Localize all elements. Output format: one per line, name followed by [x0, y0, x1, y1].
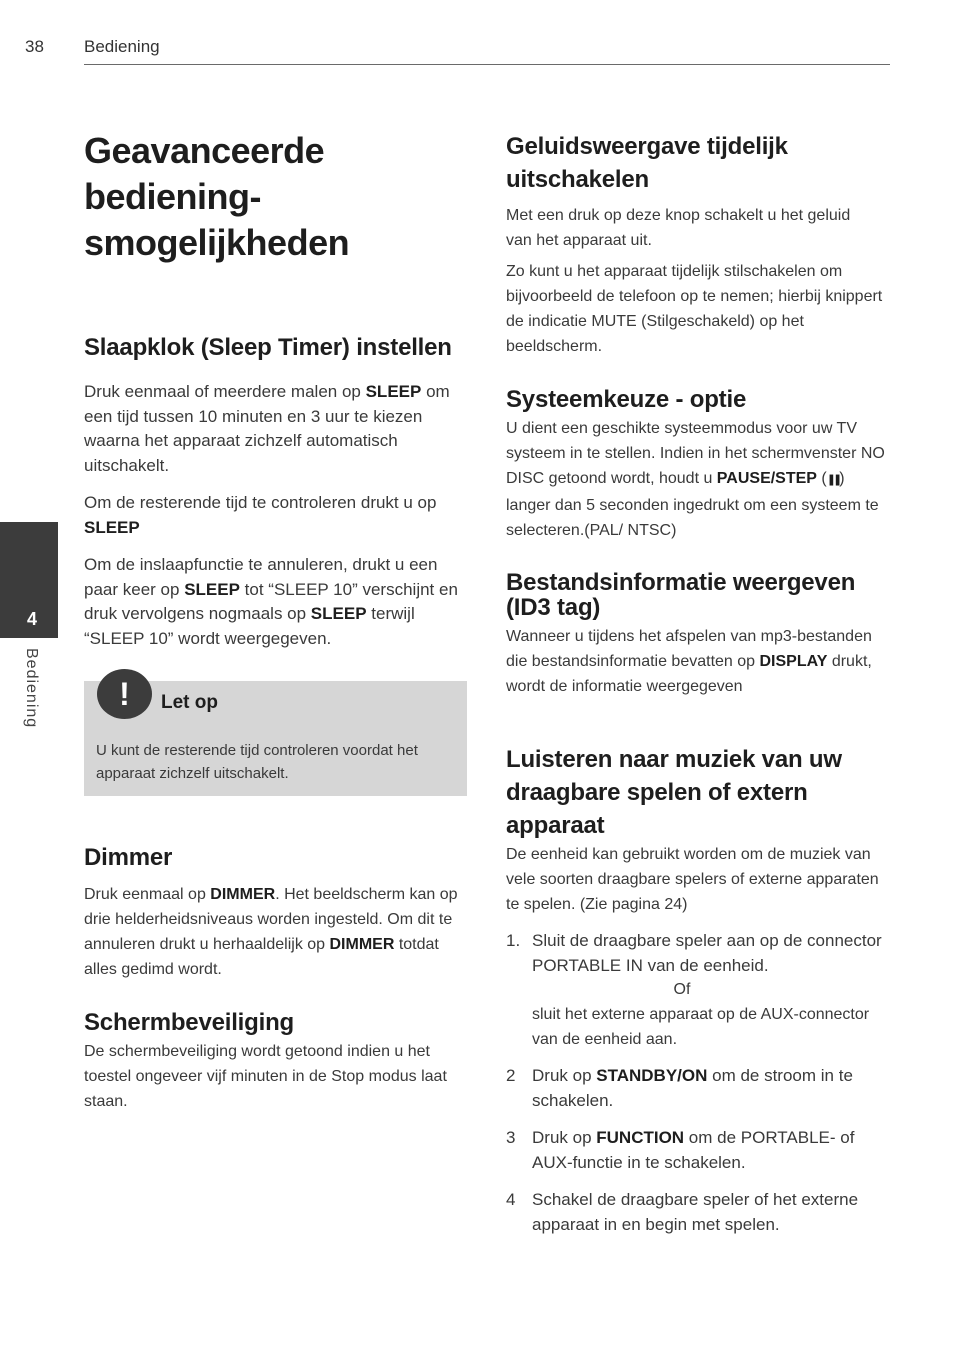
sleep-key: SLEEP	[184, 579, 240, 599]
dimmer-key: DIMMER	[329, 936, 395, 953]
mute-paragraph-1: Met een druk op deze knop schakelt u het geluid van het apparaat uit.	[506, 207, 851, 249]
step-text: sluit het externe apparaat op de AUX-connector van de eenheid aan.	[532, 1006, 870, 1049]
id3-paragraph: Wanneer u tijdens het afspelen van mp3-bestanden die bestandsinformatie bevatten op DISPLAY drukt, wordt de informatie weergegeven	[506, 628, 872, 695]
pause-step-key: PAUSE/STEP	[716, 470, 817, 487]
list-item	[506, 929, 892, 1052]
list-item: 3 Druk op FUNCTION om de PORTABLE- of AUX-functie in te schakelen.	[506, 1128, 855, 1172]
header-divider	[84, 64, 890, 65]
sleep-paragraph-2: Om de resterende tijd te controleren drukt u op SLEEP	[84, 493, 437, 537]
function-key: FUNCTION	[596, 1128, 685, 1147]
step-marker: 2	[506, 1066, 516, 1085]
step-list	[506, 1126, 892, 1175]
step-marker: 1.	[506, 931, 521, 950]
list-item: 2 Druk op STANDBY/ON om de stroom in te schakelen.	[506, 1066, 853, 1110]
chapter-number: 4	[27, 609, 38, 629]
sleep-paragraph-1: Druk eenmaal of meerdere malen op SLEEP om een tijd tussen 10 minuten en 3 uur te kiezen waarna het apparaat zichzelf automatisch uitschakelt.	[84, 382, 450, 475]
portable-heading: Luisteren naar muziek van uw draagbare spelen of extern apparaat	[506, 746, 842, 839]
system-paragraph: U dient een geschikte systeemmodus voor uw TV systeem in te stellen. Indien in het schermvenster NO DISC getoond wordt, houdt u PAUSE/STEP (❚❚) langer dan 5 seconden ingedrukt om een systeem te selecteren.(PAL/ NTSC)	[506, 420, 885, 539]
sleep-key: SLEEP	[84, 517, 140, 537]
step-text: Schakel de draagbare speler of het externe apparaat in en begin met spelen.	[532, 1190, 859, 1234]
id3-heading: Bestandsinformatie weergeven (ID3 tag)	[506, 569, 856, 621]
note-text: U kunt de resterende tijd controleren voordat het apparaat zichzelf uitschakelt.	[96, 742, 418, 782]
note-box	[84, 676, 467, 796]
dimmer-heading: Dimmer	[84, 844, 173, 871]
step-marker: 4	[506, 1190, 516, 1209]
step-text: Sluit de draagbare speler aan op de connector PORTABLE IN van de eenheid.	[532, 931, 882, 975]
page-title-line: Geavanceerde	[84, 130, 325, 171]
display-key: DISPLAY	[759, 653, 828, 670]
dimmer-paragraph: Druk eenmaal op DIMMER. Het beeldscherm kan op drie helderheidsniveaus worden ingesteld. Om dit te annuleren drukt u herhaaldelijk op DIMMER totdat alles gedimd wordt.	[84, 886, 458, 978]
portable-intro: De eenheid kan gebruikt worden om de muziek van vele soorten draagbare spelers of externe apparaten te spelen. (Zie pagina 24)	[506, 846, 879, 913]
list-item	[506, 1188, 892, 1237]
sleep-heading: Slaapklok (Sleep Timer) instellen	[84, 334, 452, 361]
page-title-line: smogelijkheden	[84, 222, 350, 263]
sleep-paragraph-3: Om de inslaapfunctie te annuleren, drukt u een paar keer op SLEEP tot “SLEEP 10” verschijnt en druk vervolgens nogmaals op SLEEP terwijl “SLEEP 10” wordt weergegeven.	[84, 555, 458, 648]
or-text: Of	[673, 981, 691, 999]
page-title	[84, 128, 474, 266]
chapter-tab	[0, 522, 58, 638]
step-list	[506, 929, 892, 1052]
standby-key: STANDBY/ON	[596, 1066, 708, 1085]
step-marker: 3	[506, 1128, 516, 1147]
screensaver-paragraph: De schermbeveiliging wordt getoond indien u het toestel ongeveer vijf minuten in de Stop modus laat staan.	[84, 1043, 447, 1110]
header-section-title: Bediening	[84, 37, 160, 56]
step-list	[506, 1188, 892, 1237]
page-number: 38	[25, 37, 44, 56]
step-list	[506, 1064, 892, 1113]
sleep-key: SLEEP	[365, 382, 422, 401]
chapter-label: Bediening	[23, 648, 40, 729]
dimmer-key: DIMMER	[210, 886, 276, 903]
mute-heading: Geluidsweergave tijdelijk uitschakelen	[506, 133, 788, 193]
system-heading: Systeemkeuze - optie	[506, 386, 747, 413]
screensaver-heading: Schermbeveiliging	[84, 1009, 294, 1036]
exclamation-icon: !	[97, 669, 152, 719]
sleep-key: SLEEP	[310, 604, 367, 624]
page-title-line: bediening-	[84, 176, 261, 217]
note-title: Let op	[161, 692, 218, 713]
mute-paragraph-2: Zo kunt u het apparaat tijdelijk stilschakelen om bijvoorbeeld de telefoon op te nemen; hierbij knippert de indicatie MUTE (Stilgeschakeld) op het beeldscherm.	[506, 263, 883, 355]
pause-icon: ❚❚	[826, 474, 840, 486]
